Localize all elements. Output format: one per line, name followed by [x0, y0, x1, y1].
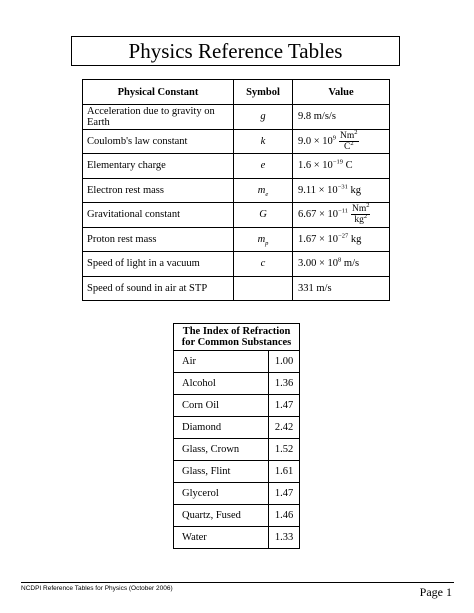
table-header-row — [174, 324, 300, 351]
constant-name: Proton rest mass — [83, 227, 234, 252]
table-row — [174, 395, 300, 417]
table-row — [83, 154, 390, 179]
constant-name: Gravitational constant — [83, 203, 234, 228]
constant-name: Electron rest mass — [83, 178, 234, 203]
refraction-index: 1.36 — [269, 373, 300, 395]
column-header-value: Value — [293, 80, 390, 105]
table-row — [83, 129, 390, 154]
constant-symbol: k — [234, 129, 293, 154]
table-row — [83, 178, 390, 203]
refraction-index: 1.52 — [269, 439, 300, 461]
refraction-index: 1.47 — [269, 483, 300, 505]
table-row — [174, 461, 300, 483]
footer-divider — [21, 582, 454, 583]
page-title: Physics Reference Tables — [71, 36, 400, 66]
constant-symbol: e — [234, 154, 293, 179]
table-row — [174, 483, 300, 505]
constant-symbol: c — [234, 252, 293, 277]
constant-value: $1.6 \times 10^{-19}$ C — [293, 154, 390, 179]
substance-name: Water — [174, 527, 269, 549]
constant-value: $6.67 \times 10^{-11}$ $\frac{Nm^2}{kg^2}$ — [293, 203, 390, 228]
refraction-index-table — [173, 323, 300, 549]
constant-value: 331 m/s — [293, 276, 390, 301]
table-row — [174, 417, 300, 439]
substance-name: Glass, Crown — [174, 439, 269, 461]
constant-name: Coulomb's law constant — [83, 129, 234, 154]
table-row — [83, 105, 390, 130]
constant-symbol — [234, 276, 293, 301]
refraction-table-title: The Index of Refraction for Common Substances — [174, 324, 300, 351]
substance-name: Glycerol — [174, 483, 269, 505]
substance-name: Air — [174, 351, 269, 373]
page-number: Page 1 — [419, 585, 452, 599]
constant-symbol: $m_e$ — [234, 178, 293, 203]
refraction-index: 1.46 — [269, 505, 300, 527]
column-header-symbol: Symbol — [234, 80, 293, 105]
physical-constants-table — [82, 79, 390, 301]
table-row — [174, 527, 300, 549]
table-header-row — [83, 80, 390, 105]
constant-symbol: G — [234, 203, 293, 228]
table-row — [174, 351, 300, 373]
constant-value: $1.67 \times 10^{-27}$ kg — [293, 227, 390, 252]
refraction-index: 2.42 — [269, 417, 300, 439]
constant-value: $3.00 \times 10^8$ m/s — [293, 252, 390, 277]
constant-name: Acceleration due to gravity on Earth — [83, 105, 234, 130]
substance-name: Corn Oil — [174, 395, 269, 417]
refraction-index: 1.33 — [269, 527, 300, 549]
footer-source: NCDPI Reference Tables for Physics (October 2006) — [21, 585, 173, 592]
constant-symbol: $m_p$ — [234, 227, 293, 252]
substance-name: Diamond — [174, 417, 269, 439]
constant-name: Speed of sound in air at STP — [83, 276, 234, 301]
refraction-index: 1.47 — [269, 395, 300, 417]
refraction-index: 1.00 — [269, 351, 300, 373]
constant-value: 9.8 m/s/s — [293, 105, 390, 130]
constant-value: $9.11 \times 10^{-31}$ kg — [293, 178, 390, 203]
table-row — [174, 373, 300, 395]
constant-name: Speed of light in a vacuum — [83, 252, 234, 277]
substance-name: Alcohol — [174, 373, 269, 395]
column-header-name: Physical Constant — [83, 80, 234, 105]
table-row — [83, 227, 390, 252]
table-row — [83, 276, 390, 301]
table-row — [83, 203, 390, 228]
refraction-index: 1.61 — [269, 461, 300, 483]
table-row — [174, 439, 300, 461]
constant-value: $9.0 \times 10^9$ $\frac{Nm^2}{C^2}$ — [293, 129, 390, 154]
substance-name: Quartz, Fused — [174, 505, 269, 527]
substance-name: Glass, Flint — [174, 461, 269, 483]
table-row — [174, 505, 300, 527]
constant-name: Elementary charge — [83, 154, 234, 179]
constant-symbol: g — [234, 105, 293, 130]
table-row — [83, 252, 390, 277]
